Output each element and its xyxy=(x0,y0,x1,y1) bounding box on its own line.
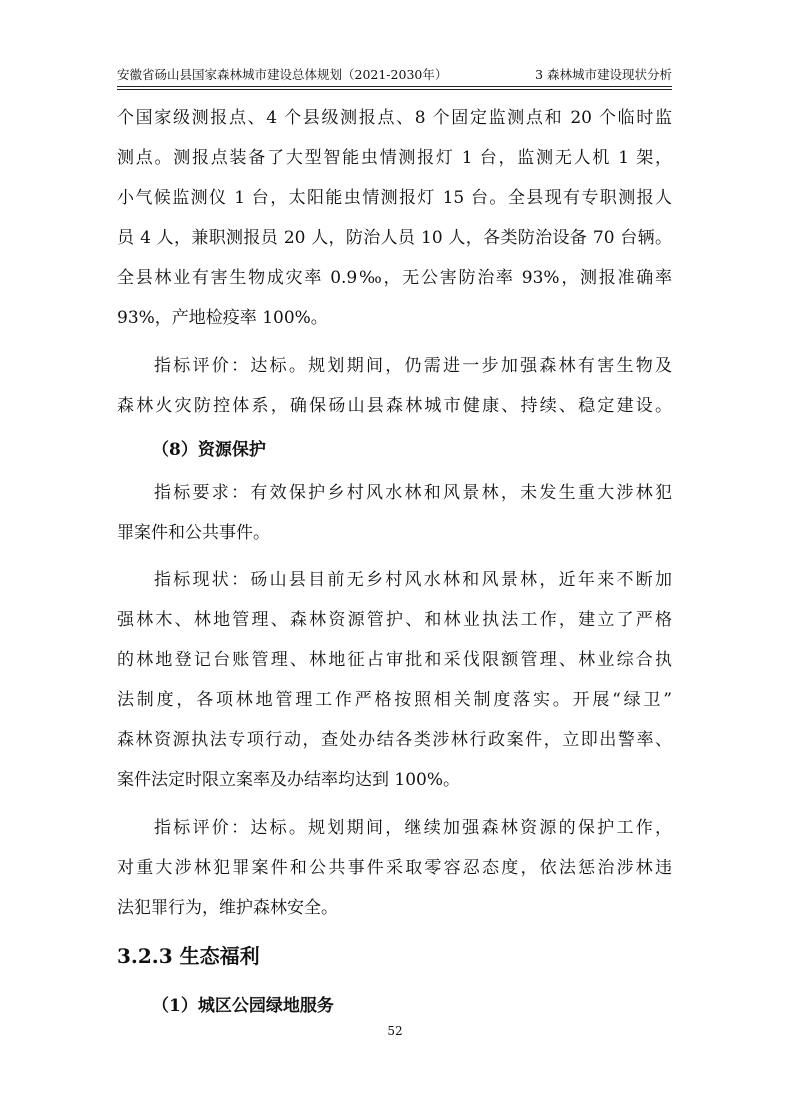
body-text-line: 对重大涉林犯罪案件和公共事件采取零容忍态度，依法惩治涉林违 xyxy=(117,858,672,878)
body-text-line: 森林火灾防控体系，确保砀山县森林城市健康、持续、稳定建设。 xyxy=(117,396,672,416)
body-text-line: 强林木、林地管理、森林资源管护、和林业执法工作，建立了严格 xyxy=(117,610,672,630)
subsection-heading: （1）城区公园绿地服务 xyxy=(152,996,334,1016)
body-text-line: 罪案件和公共事件。 xyxy=(117,523,270,543)
body-text-line: 指标评价：达标。规划期间，仍需进一步加强森林有害生物及 xyxy=(154,356,672,376)
body-text-line: 法犯罪行为，维护森林安全。 xyxy=(117,898,338,918)
header-document-title: 安徽省砀山县国家森林城市建设总体规划（2021-2030年） xyxy=(117,67,448,82)
body-text-line: 法制度，各项林地管理工作严格按照相关制度落实。开展“绿卫” xyxy=(117,690,672,710)
body-text-line: 93%，产地检疫率 100%。 xyxy=(117,308,328,328)
body-text-line: 指标评价：达标。规划期间，继续加强森林资源的保护工作， xyxy=(154,818,672,838)
subsection-heading: （8）资源保护 xyxy=(152,440,266,460)
running-header xyxy=(117,66,672,84)
body-text-line: 员 4 人，兼职测报员 20 人，防治人员 10 人，各类防治设备 70 台辆。 xyxy=(117,228,672,248)
body-text-line: 指标现状：砀山县目前无乡村风水林和风景林，近年来不断加 xyxy=(154,570,672,590)
body-text-line: 的林地登记台账管理、林地征占审批和采伐限额管理、林业综合执 xyxy=(117,650,672,670)
page-number: 52 xyxy=(387,1024,403,1038)
body-text-line: 个国家级测报点、4 个县级测报点、8 个固定监测点和 20 个临时监 xyxy=(117,108,672,128)
body-text-line: 指标要求：有效保护乡村风水林和风景林，未发生重大涉林犯 xyxy=(154,483,672,503)
body-text-line: 森林资源执法专项行动，查处办结各类涉林行政案件，立即出警率、 xyxy=(117,730,672,750)
header-rule-thick xyxy=(117,86,672,87)
header-chapter-title: 3 森林城市建设现状分析 xyxy=(535,67,672,82)
body-text-line: 测点。测报点装备了大型智能虫情测报灯 1 台，监测无人机 1 架， xyxy=(117,148,672,168)
body-text-line: 案件法定时限立案率及办结率均达到 100%。 xyxy=(117,770,461,790)
body-text-line: 小气候监测仪 1 台，太阳能虫情测报灯 15 台。全县现有专职测报人 xyxy=(117,188,672,208)
body-text-line: 全县林业有害生物成灾率 0.9‰，无公害防治率 93%，测报准确率 xyxy=(117,268,672,288)
header-rule-thin xyxy=(117,89,672,90)
section-title: 3.2.3 生态福利 xyxy=(117,944,260,968)
